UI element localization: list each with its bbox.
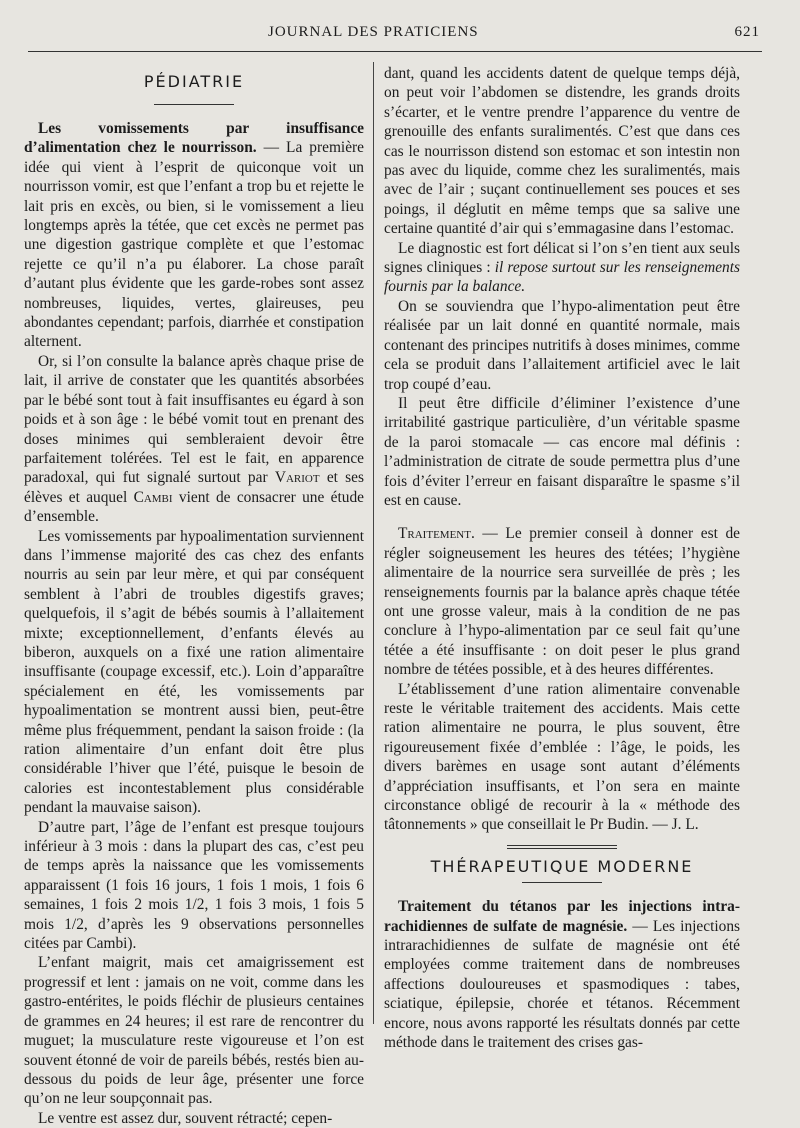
section-rule [154,104,234,105]
paragraph: Le ventre est assez dur, souvent rétracté; cepen- [38,1109,333,1127]
paragraph: Il peut être difficile d’éliminer l’existence d’une irritabilité gastrique particulière, d’un véritable spasme de la paroi stomacale — cas encore mal définis : l’administration de citrate de soude permettra plus d’une fois d’éviter l’erreur en faisant disparaître le spasme s’il est en cause. [384,394,740,509]
right-column [384,64,740,1053]
section-title-therapeutique: THÉRAPEUTIQUE MODERNE [430,856,694,876]
paragraph: Or, si l’on consulte la balance après chaque prise de lait, il arrive de constater que les quantités absorbées par le bébé sont tout à fait insuffisantes eu égard à son poids et à son âge : le bébé vomit tout en prenant des doses minimes qui sembleraient devoir être parfaitement tolérées. Tel est le fait, en apparence paradoxal, qui fut signalé surtout par Variot et ses élèves et auquel Cambi vient de consacrer une étude d’ensemble. [24,352,364,526]
emphasis: il repose surtout sur les renseignements fournis par la balance. [384,259,740,296]
paragraph: Les vomissements par hypoalimentation surviennent dans l’immense majorité des cas chez des enfants nourris au sein par leur mère, et qui par conséquent semblent à l’abri de troubles digestifs graves; quelquefois, il s’agit de bébés soumis à l’allaitement mixte; exceptionnellement, d’enfants élevés au biberon, auxquels on a fixé une ration alimentaire insuffisante (coupage excessif, etc.). Loin d’apparaître spécialement en été, les vomissements par hypoalimentation se montrent aussi bien, peut-être même plus fréquemment, pendant la saison froide : (la ration alimentaire d’un enfant doit être plus considérable l’hiver que l’été, puisque le besoin de calories est incontestablement plus considérable pendant la mauvaise saison). [24,527,364,817]
left-column [24,64,364,1128]
paragraph: On se souviendra que l’hypo-alimentation peut être réalisée par un lait donné en quantité normale, mais contenant des principes nutritifs à doses minimes, comme cela se produit dans l’allaitement artificiel avec le lait trop coupé d’eau. [384,297,740,393]
paragraph: L’enfant maigrit, mais cet amaigrissement est progressif et lent : jamais on ne voit, comme dans les gastro-entérites, le poids fléchir de plusieurs centaines de grammes en 24 heures; il est rare de rencontrer du muguet; la musculature reste vigoureuse et l’on est souvent étonné de voir de pareils bébés, restés bien au-dessous du poids de leur âge, présenter une force qu’on ne leur soupçonnait pas. [24,954,364,1108]
paragraph: dant, quand les accidents datent de quelque temps déjà, on peut voir l’abdomen se distendre, les grands droits s’écarter, et le ventre prendre l’apparence du ventre de grenouille des enfants suralimentés. C’est que dans ces cas le nourrisson distend son estomac et son intestin non pas avec du liquide, comme chez les suralimentés, mais avec de l’air ; suçant continuellement ses pouces et ses poings, il déglutit en même temps que sa salive une certaine quantité d’air qui s’emmagasine dans l’estomac. [384,65,740,238]
author-name: Cambi [133,488,173,506]
column-divider [373,62,374,1024]
paragraph: L’établissement d’une ration alimentaire convenable reste le véritable traitement des accidents. Mais cette ration alimentaire ne pourra, le plus souvent, être rigoureusement fixée d’emblée : l’âge, le poids, les divers barèmes en usage sont autant d’éléments d’appréciation insuffisants, et l’on sera en mainte circonstance obligé de recourir à la « méthode des tâtonnements » que conseillait le Pr Budin. — J. L. [384,680,740,834]
section-title-pediatrie: PÉDIATRIE [143,72,245,91]
paragraph: Traitement. — Le premier conseil à donner est de régler soigneusement les heures des tétées; l’hygiène alimentaire de la nourrice sera surveillée de près ; les renseignements fournis par la balance après chaque tétée ont une grosse valeur, mais à la condition de ne pas conclure à l’hypo-alimentation par ce seul fait qu’une tétée a été insuffisante : on doit peser le plus grand nombre de tétées possible, et à des heures différentes. [384,525,740,679]
page-number: 621 [734,24,760,40]
paragraph: Le diagnostic est fort délicat si l’on s’en tient aux seuls signes cliniques : il repose surtout sur les renseignements fournis par la balance. [384,239,740,296]
article-title: Les vomissements par insuffisance d’alimentation chez le nourrisson. [24,120,364,157]
journal-title: JOURNAL DES PRATICIENS [268,24,479,40]
paragraph: Les vomissements par insuffisance d’alimentation chez le nourrisson. — La première idée qui vient à l’esprit de quiconque voit un nourrisson vomir, est que l’enfant a trop bu et rejette le lait pris en excès, ou bien, si le vomissement a lieu longtemps après la tétée, que cet excès ne permet pas une digestion gastrique complète et que l’estomac rejette ce qu’il n’a pu élaborer. La chose paraît d’autant plus évidente que les garde-robes sont assez nombreuses, liquides, vertes, glaireuses, peu abondantes cependant; parfois, diarrhée et constipation alternent. [24,120,364,351]
treatment-label: Traitement. [398,525,475,543]
paragraph: D’autre part, l’âge de l’enfant est presque toujours inférieur à 3 mois : dans la plupart des cas, c’est peu de temps après la naissance que les vomissements apparaissent (1 fois 16 jours, 1 fois 1 mois, 1 fois 6 semaines, 1 fois 2 mois 1/2, 1 fois 3 mois, 1 fois 5 mois 1/2, d’après les 9 observations personnelles citées par Cambi). [24,818,364,953]
section-rule [522,882,602,883]
section-double-rule [507,845,617,849]
running-header [28,24,760,46]
article-title: Traitement du tétanos par les injections intra-rachidiennes de sulfate de magnésie. [384,898,740,935]
spacer [384,510,740,524]
header-rule [28,51,762,52]
paragraph: Traitement du tétanos par les injections intra-rachidiennes de sulfate de magnésie. — Les injections intrarachidiennes de sulfate de magnésie ont été employées comme traitement dans de nombreuses affections douloureuses et spasmodiques : tabes, sciatique, épilepsie, chorée et tétanos. Récemment encore, nous avons rapporté les résultats donnés par cette méthode dans le traitement des crises gas- [384,898,741,1052]
author-name: Variot [274,469,320,487]
